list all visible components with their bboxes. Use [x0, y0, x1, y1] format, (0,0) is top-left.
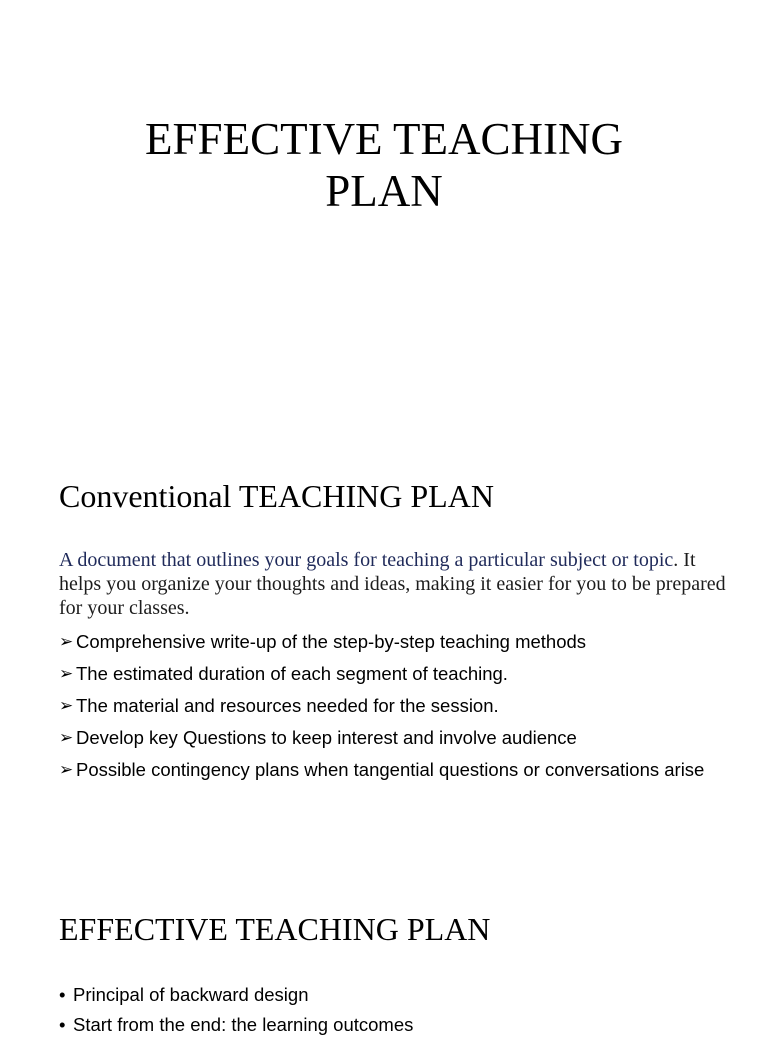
list-item-text: Start from the end: the learning outcomes: [73, 1014, 414, 1035]
arrow-bullet-icon: ➢: [59, 664, 74, 683]
list-item: [59, 694, 739, 718]
slide-heading: Conventional TEACHING PLAN: [59, 478, 494, 514]
slide-heading: EFFECTIVE TEACHING PLAN: [59, 911, 491, 947]
list-item-text: Comprehensive write-up of the step-by-step teaching methods: [76, 631, 587, 652]
list-item-text: Possible contingency plans when tangential questions or conversations arise: [76, 759, 705, 780]
title-line-2: PLAN: [325, 166, 443, 216]
list-item: [59, 1013, 739, 1037]
list-item-text: The material and resources needed for the session.: [76, 695, 499, 716]
arrow-bullet-icon: ➢: [59, 728, 74, 747]
list-item-text: Develop key Questions to keep interest and involve audience: [76, 727, 577, 748]
dot-bullet-icon: •: [59, 1014, 66, 1035]
intro-lead-text: A document that outlines your goals for teaching a particular subject or topic: [59, 549, 674, 571]
list-item-text: Principal of backward design: [73, 984, 309, 1005]
list-item: [59, 758, 739, 782]
document-title: [0, 113, 768, 217]
title-line-1: EFFECTIVE TEACHING: [145, 114, 623, 164]
effective-plan-slide: [0, 905, 768, 1035]
list-item-text: The estimated duration of each segment of teaching.: [76, 663, 508, 684]
list-item: [59, 983, 739, 1007]
title-slide: [0, 0, 768, 420]
list-item: [59, 726, 739, 750]
list-item: [59, 630, 739, 654]
intro-paragraph: [59, 548, 731, 620]
dot-bullet-icon: •: [59, 984, 66, 1005]
intro-rest-text: . It helps you organize your thoughts and ideas, making it easier for you to be prepared for your classes.: [59, 549, 726, 619]
arrow-bullet-icon: ➢: [59, 632, 74, 651]
bullet-list: [59, 983, 739, 1043]
arrow-bullet-icon: ➢: [59, 696, 74, 715]
conventional-plan-slide: [0, 470, 768, 870]
arrow-bullet-icon: ➢: [59, 760, 74, 779]
bullet-list: [59, 630, 739, 790]
list-item: [59, 662, 739, 686]
